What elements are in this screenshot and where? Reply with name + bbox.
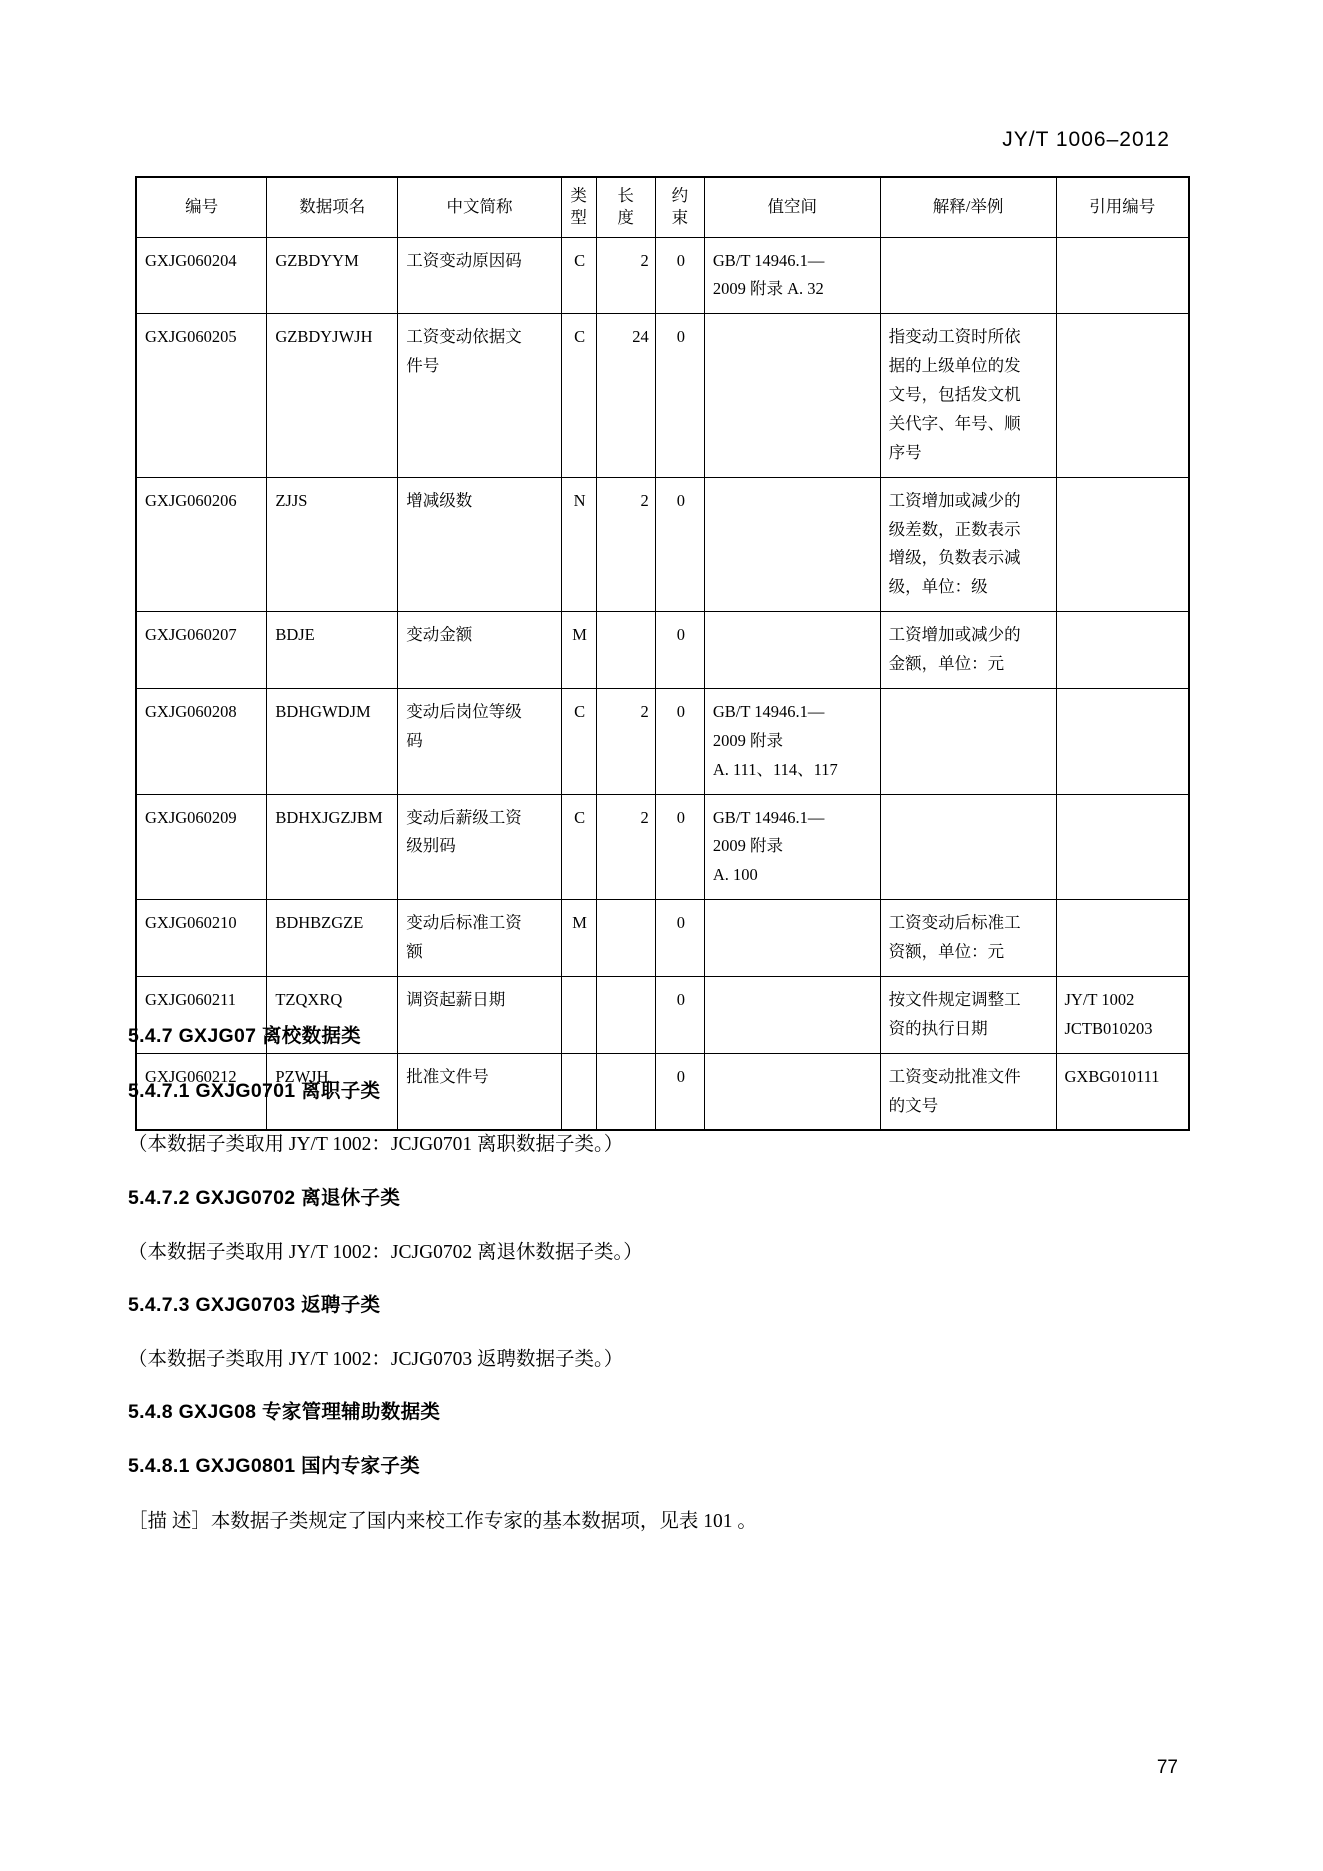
column-header-id: 编号 (136, 177, 267, 237)
table-row (136, 900, 1189, 977)
row-length (596, 976, 655, 1053)
row-name: PZWJH (267, 1053, 398, 1130)
row-constraint: 0 (655, 976, 704, 1053)
page-header-standard-code: JY/T 1006‒2012 (1002, 128, 1170, 151)
column-header-reference: 引用编号 (1056, 177, 1189, 237)
row-reference (1056, 612, 1189, 689)
row-id: GXJG060209 (136, 794, 267, 900)
row-id: GXJG060208 (136, 688, 267, 794)
page-number: 77 (1156, 1757, 1178, 1778)
row-reference: GXBG010111 (1056, 1053, 1189, 1130)
row-length: 24 (596, 314, 655, 477)
row-type (561, 1053, 596, 1130)
row-cn-name: 变动后薪级工资 级别码 (398, 794, 562, 900)
row-constraint: 0 (655, 1053, 704, 1130)
row-cn-name: 变动后标准工资 额 (398, 900, 562, 977)
row-explanation: 按文件规定调整工 资的执行日期 (880, 976, 1056, 1053)
row-value-space: GB/T 14946.1— 2009 附录 A. 32 (704, 237, 880, 314)
row-reference (1056, 314, 1189, 477)
row-cn-name: 工资变动原因码 (398, 237, 562, 314)
row-id: GXJG060207 (136, 612, 267, 689)
row-type: C (561, 314, 596, 477)
row-cn-name: 批准文件号 (398, 1053, 562, 1130)
row-name: BDHXJGZJBM (267, 794, 398, 900)
column-header-type: 类 型 (561, 177, 596, 237)
row-type: M (561, 900, 596, 977)
row-explanation: 工资增加或减少的 级差数，正数表示 增级，负数表示减 级，单位：级 (880, 477, 1056, 612)
row-length: 2 (596, 688, 655, 794)
row-constraint: 0 (655, 237, 704, 314)
row-name: BDHGWDJM (267, 688, 398, 794)
row-constraint: 0 (655, 900, 704, 977)
row-length (596, 900, 655, 977)
row-value-space (704, 1053, 880, 1130)
row-explanation (880, 237, 1056, 314)
section-heading: 5.4.7.1 GXJG0701 离职子类 (128, 1080, 381, 1102)
section-heading: 5.4.7 GXJG07 离校数据类 (128, 1025, 361, 1047)
row-id: GXJG060210 (136, 900, 267, 977)
row-length (596, 612, 655, 689)
section-heading: 5.4.8.1 GXJG0801 国内专家子类 (128, 1455, 420, 1477)
row-value-space (704, 314, 880, 477)
table-row (136, 794, 1189, 900)
row-cn-name: 增减级数 (398, 477, 562, 612)
section-heading: 5.4.8 GXJG08 专家管理辅助数据类 (128, 1401, 441, 1423)
section-paragraph: ［描 述］本数据子类规定了国内来校工作专家的基本数据项，见表 101 。 (128, 1511, 757, 1532)
section-heading: 5.4.7.2 GXJG0702 离退休子类 (128, 1187, 401, 1209)
row-name: ZJJS (267, 477, 398, 612)
row-constraint: 0 (655, 612, 704, 689)
row-reference: JY/T 1002 JCTB010203 (1056, 976, 1189, 1053)
row-value-space (704, 976, 880, 1053)
row-value-space (704, 612, 880, 689)
row-name: BDHBZGZE (267, 900, 398, 977)
column-header-value-space: 值空间 (704, 177, 880, 237)
section-paragraph: （本数据子类取用 JY/T 1002：JCJG0702 离退休数据子类。） (128, 1242, 643, 1263)
row-id: GXJG060206 (136, 477, 267, 612)
row-cn-name: 变动金额 (398, 612, 562, 689)
table-row (136, 314, 1189, 477)
column-header-name: 数据项名 (267, 177, 398, 237)
row-explanation (880, 688, 1056, 794)
row-value-space (704, 477, 880, 612)
row-name: TZQXRQ (267, 976, 398, 1053)
row-length: 2 (596, 477, 655, 612)
row-reference (1056, 794, 1189, 900)
row-explanation: 指变动工资时所依 据的上级单位的发 文号，包括发文机 关代字、年号、顺 序号 (880, 314, 1056, 477)
row-name: GZBDYYM (267, 237, 398, 314)
row-type (561, 976, 596, 1053)
row-constraint: 0 (655, 688, 704, 794)
table-row (136, 612, 1189, 689)
row-type: N (561, 477, 596, 612)
section-paragraph: （本数据子类取用 JY/T 1002：JCJG0701 离职数据子类。） (128, 1134, 624, 1155)
row-constraint: 0 (655, 314, 704, 477)
row-cn-name: 调资起薪日期 (398, 976, 562, 1053)
row-type: C (561, 794, 596, 900)
row-constraint: 0 (655, 794, 704, 900)
row-value-space: GB/T 14946.1— 2009 附录 A. 100 (704, 794, 880, 900)
row-cn-name: 变动后岗位等级 码 (398, 688, 562, 794)
row-cn-name: 工资变动依据文 件号 (398, 314, 562, 477)
row-id: GXJG060211 (136, 976, 267, 1053)
row-reference (1056, 477, 1189, 612)
row-reference (1056, 900, 1189, 977)
row-name: GZBDYJWJH (267, 314, 398, 477)
column-header-constraint: 约 束 (655, 177, 704, 237)
row-id: GXJG060205 (136, 314, 267, 477)
row-reference (1056, 237, 1189, 314)
row-type: C (561, 688, 596, 794)
table-header-row (136, 177, 1189, 237)
row-length: 2 (596, 237, 655, 314)
row-type: M (561, 612, 596, 689)
row-reference (1056, 688, 1189, 794)
table-row (136, 477, 1189, 612)
row-value-space (704, 900, 880, 977)
row-length (596, 1053, 655, 1130)
data-items-table (135, 176, 1190, 1131)
row-explanation: 工资变动批准文件 的文号 (880, 1053, 1056, 1130)
row-explanation: 工资变动后标准工 资额，单位：元 (880, 900, 1056, 977)
column-header-explanation: 解释/举例 (880, 177, 1056, 237)
row-explanation (880, 794, 1056, 900)
row-explanation: 工资增加或减少的 金额，单位：元 (880, 612, 1056, 689)
section-heading: 5.4.7.3 GXJG0703 返聘子类 (128, 1294, 381, 1316)
section-paragraph: （本数据子类取用 JY/T 1002：JCJG0703 返聘数据子类。） (128, 1349, 624, 1370)
row-length: 2 (596, 794, 655, 900)
row-type: C (561, 237, 596, 314)
row-id: GXJG060204 (136, 237, 267, 314)
row-id: GXJG060212 (136, 1053, 267, 1130)
row-value-space: GB/T 14946.1— 2009 附录 A. 111、114、117 (704, 688, 880, 794)
table-row (136, 237, 1189, 314)
column-header-cn: 中文简称 (398, 177, 562, 237)
row-constraint: 0 (655, 477, 704, 612)
table-row (136, 688, 1189, 794)
row-name: BDJE (267, 612, 398, 689)
column-header-length: 长 度 (596, 177, 655, 237)
